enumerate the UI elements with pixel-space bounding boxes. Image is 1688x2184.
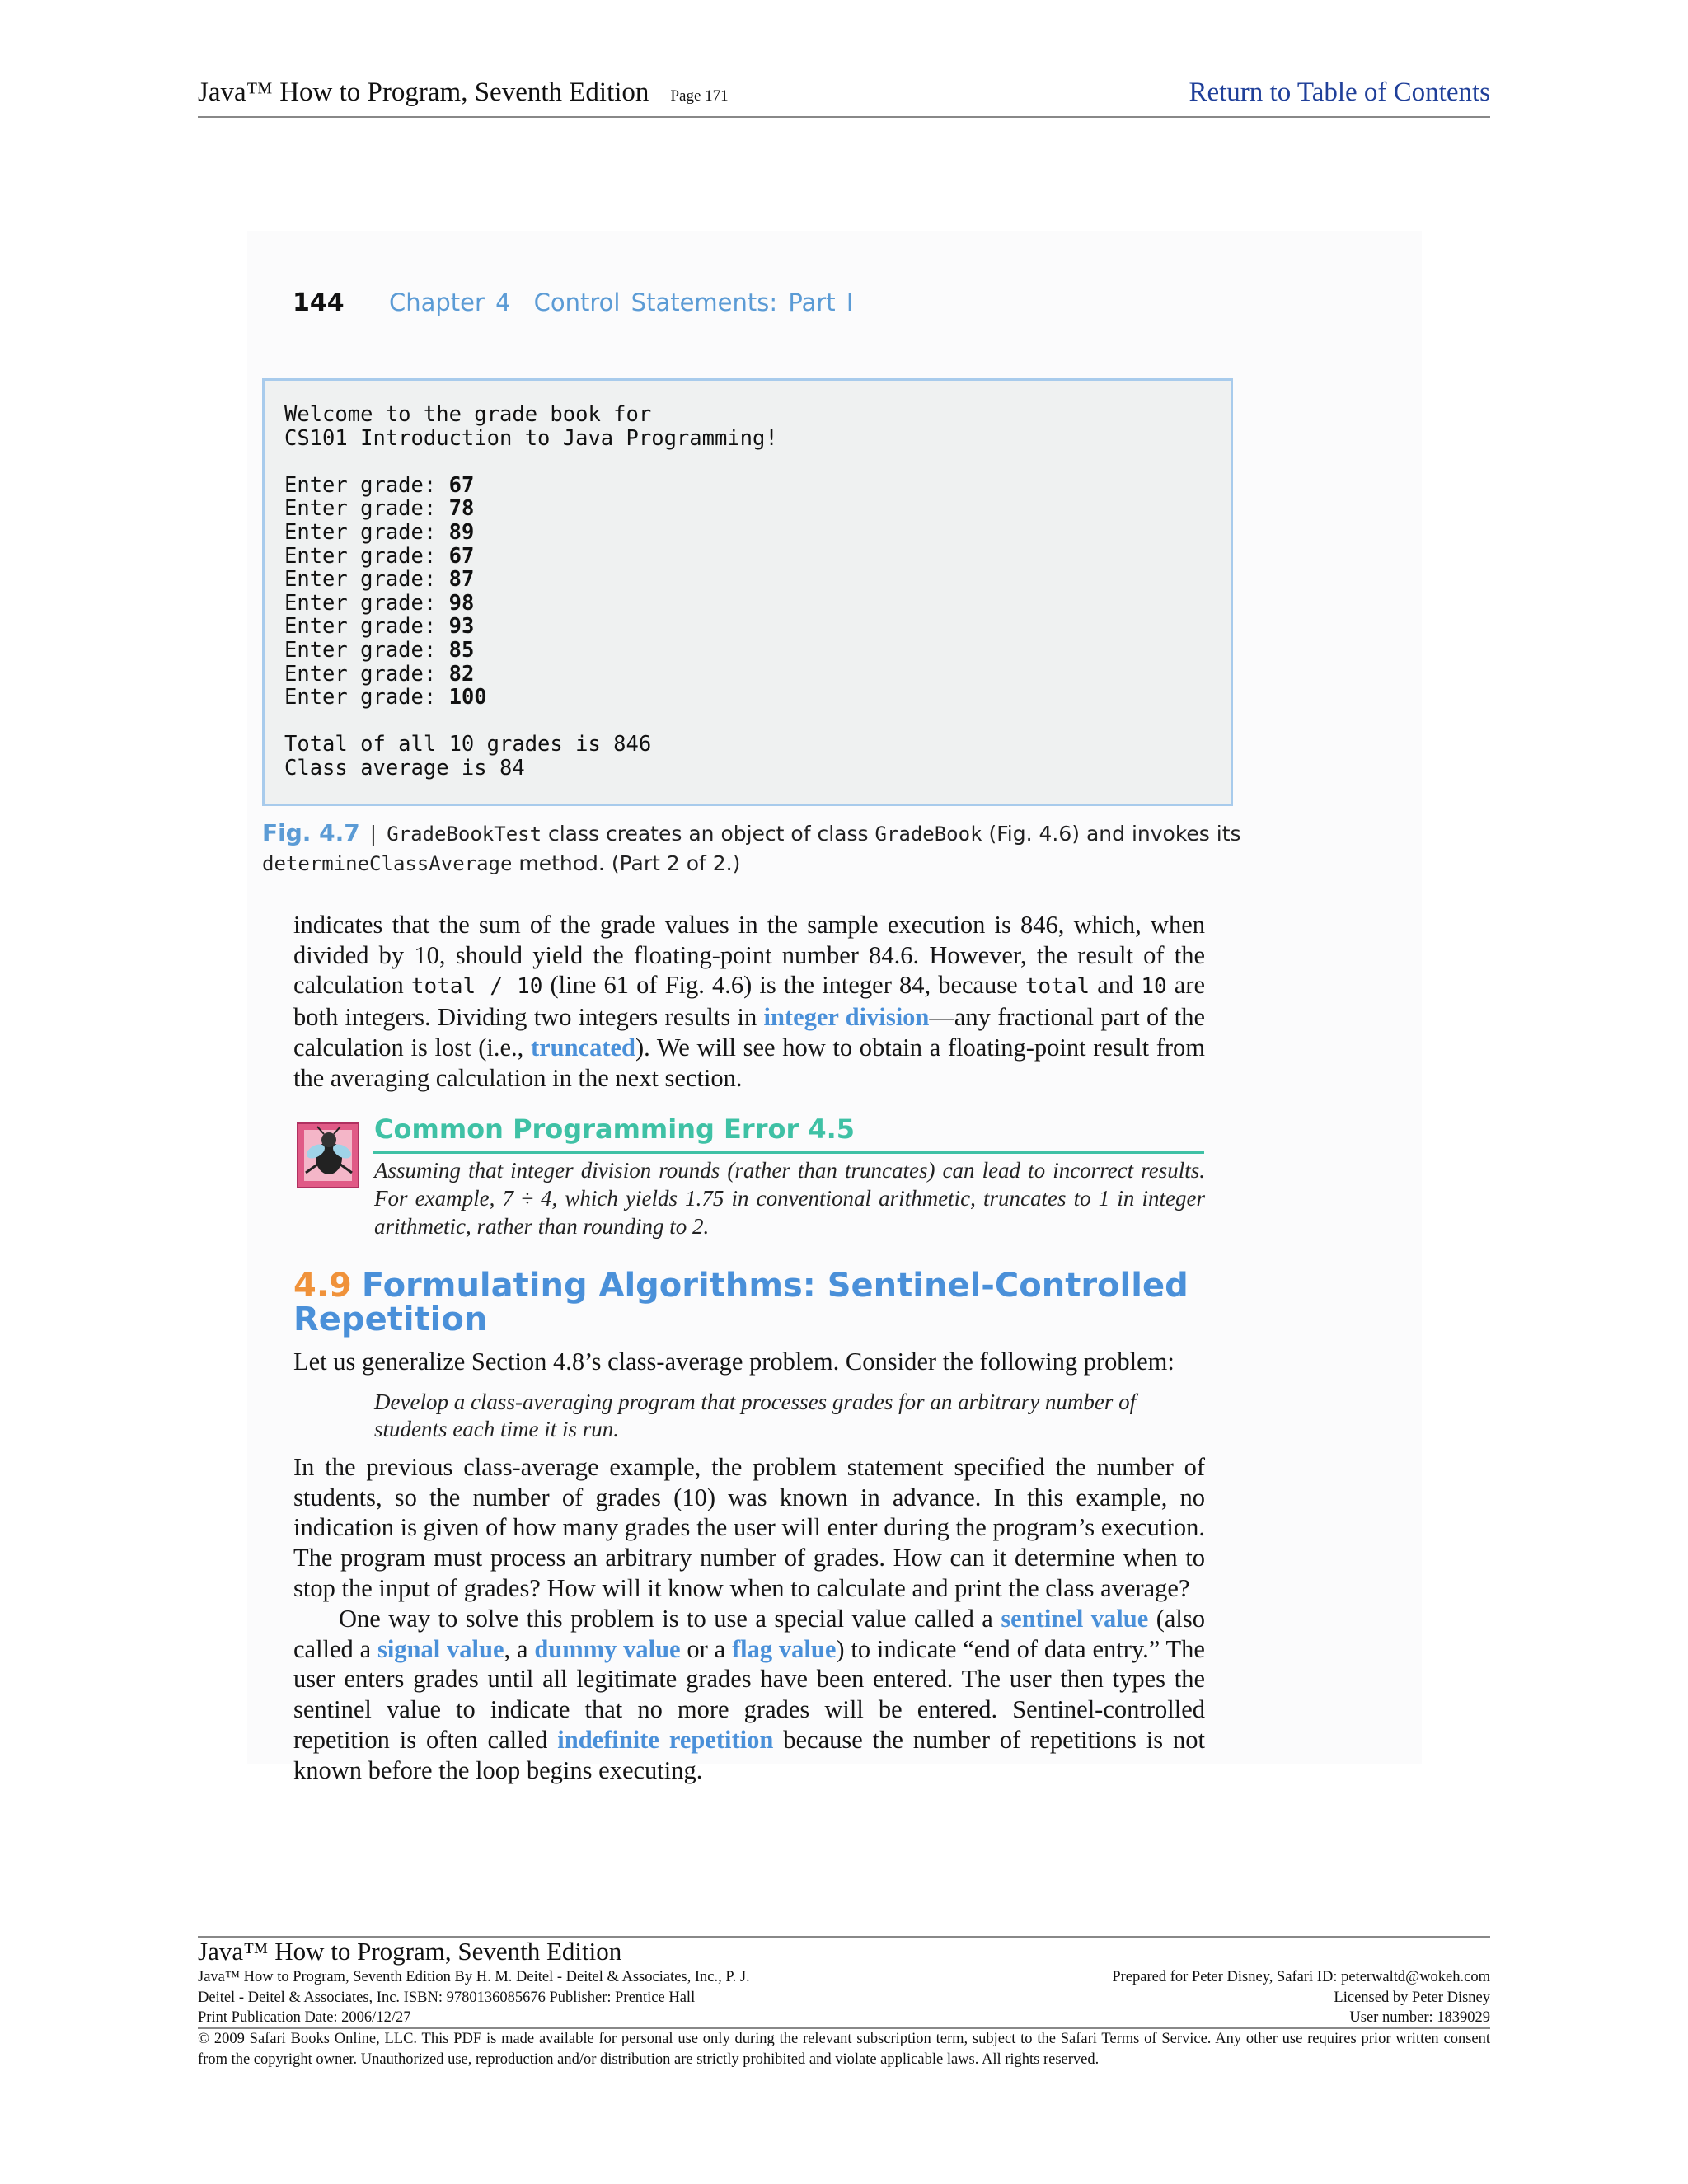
grade-prompt: Enter grade: xyxy=(284,685,449,710)
running-head-title: Control Statements: Part I xyxy=(533,288,854,316)
section-number: 4.9 xyxy=(293,1267,352,1305)
key-term: indefinite repetition xyxy=(557,1725,774,1754)
caption-class-gradebooktest: GradeBookTest xyxy=(387,823,542,846)
grade-prompt: Enter grade: xyxy=(284,567,449,593)
grade-prompt: Enter grade: xyxy=(284,661,449,687)
page-number: 144 xyxy=(293,288,345,317)
grade-prompt: Enter grade: xyxy=(284,637,449,663)
paragraph-sentinel xyxy=(293,1604,1205,1785)
footer-left-line: Deitel - Deitel & Associates, Inc. ISBN: 9780136085676 Publisher: Prentice Hall xyxy=(198,1989,696,2006)
grade-value: 85 xyxy=(448,637,475,663)
common-error-body: Assuming that integer division rounds (rather than truncates) can lead to incorrect results. For example, 7 ÷ 4, which yields 1.75 in conventional arithmetic, truncates to 1 in integer arithmetic, rather than rounding to 2. xyxy=(374,1158,1205,1239)
output-total: Total of all 10 grades is 846 xyxy=(284,732,652,757)
output-welcome-2: CS101 Introduction to Java Programming! xyxy=(284,425,778,451)
output-welcome-1: Welcome to the grade book for xyxy=(284,402,652,427)
para-text: are both integers. Dividing two integers results in xyxy=(293,971,1205,1032)
para-text: ) to indicate “end of data entry.” The user enters grades until all legitimate grades have been entered. The user then types the sentinel value to indicate that no more grades will be entered. Sentinel-controlled repetition is often called xyxy=(293,1634,1205,1754)
key-term: integer division xyxy=(763,1003,930,1032)
problem-statement: Develop a class-averaging program that processes grades for an arbitrary number of students each time it is run. xyxy=(374,1390,1137,1441)
inline-code: total xyxy=(1025,974,1090,1000)
paragraph-integer-division xyxy=(293,910,1205,1093)
grade-prompt: Enter grade: xyxy=(284,519,449,545)
grade-value: 67 xyxy=(448,472,475,498)
header-book-title xyxy=(198,77,729,108)
output-average: Class average is 84 xyxy=(284,755,525,780)
grade-prompt: Enter grade: xyxy=(284,614,449,640)
header-divider xyxy=(198,116,1490,118)
grade-value: 67 xyxy=(448,543,475,569)
grade-value: 87 xyxy=(448,567,475,593)
caption-separator: | xyxy=(369,822,377,846)
footer-license-info xyxy=(1112,1967,1490,2028)
figure-caption xyxy=(262,818,1251,879)
grade-value: 89 xyxy=(448,519,475,545)
para-text: —any fractional part of the calculation is lost (i.e., xyxy=(293,1003,1205,1062)
common-error-divider xyxy=(373,1151,1204,1154)
footer-copyright: © 2009 Safari Books Online, LLC. This PDF is made available for personal use only during the relevant subscription term, subject to the Safari Terms of Service. Any other use requires prior written consent from the copyright owner. Unauthorized use, reproduction and/or distribution are strictly prohibited and violate applicable laws. All rights reserved. xyxy=(198,2031,1490,2068)
bug-icon xyxy=(296,1122,362,1191)
para-text: (also called a xyxy=(293,1605,1205,1663)
figure-label: Fig. 4.7 xyxy=(262,819,360,846)
header-page-label: Page 171 xyxy=(670,87,729,105)
para-text: because the number of repetitions is not known before the loop begins executing. xyxy=(293,1725,1206,1784)
grade-value: 98 xyxy=(448,590,475,616)
footer-publication-info xyxy=(198,1967,750,2028)
key-term: truncated xyxy=(530,1033,636,1062)
inline-code: total / 10 xyxy=(410,974,543,1000)
caption-text: (Fig. 4.6) and invokes its xyxy=(982,822,1241,846)
key-term: signal value xyxy=(377,1634,504,1663)
para-text: (line 61 of Fig. 4.6) is the integer 84, because xyxy=(542,971,1025,1000)
paragraph-previous-example: In the previous class-average example, the problem statement specified the number of students, so the number of grades (10) was known in advance. In this example, no indication is given of how many grades the user will enter during the program’s execution. The program must process an arbitrary number of grades. How can it determine when to stop the input of grades? How will it know when to calculate and print the class average? xyxy=(293,1453,1205,1602)
section-title: Formulating Algorithms: Sentinel-Controlled Repetition xyxy=(293,1267,1189,1338)
footer-left-line: Java™ How to Program, Seventh Edition By H. M. Deitel - Deitel & Associates, Inc., P. J. xyxy=(198,1969,750,1985)
toc-link[interactable]: Return to Table of Contents xyxy=(1189,77,1490,107)
grade-value: 78 xyxy=(448,496,475,522)
grade-prompt: Enter grade: xyxy=(284,496,449,522)
section-heading xyxy=(293,1269,1200,1337)
caption-text: class creates an object of class xyxy=(542,822,875,846)
grade-prompt: Enter grade: xyxy=(284,472,449,498)
running-head-chapter: Chapter 4 xyxy=(389,288,511,316)
footer-left-line: Print Publication Date: 2006/12/27 xyxy=(198,2009,411,2026)
common-error-title: Common Programming Error 4.5 xyxy=(374,1113,856,1145)
grade-prompt: Enter grade: xyxy=(284,543,449,569)
grade-value: 82 xyxy=(448,661,475,687)
key-term: sentinel value xyxy=(1001,1605,1149,1633)
para-text: One way to solve this problem is to use a special value called a xyxy=(339,1605,1001,1633)
caption-method: determineClassAverage xyxy=(262,852,513,875)
program-output xyxy=(284,403,778,780)
inline-code: 10 xyxy=(1141,974,1167,1000)
header-title-text: Java™ How to Program, Seventh Edition xyxy=(198,77,649,107)
footer-right-line: Licensed by Peter Disney xyxy=(1334,1989,1490,2006)
para-text: or a xyxy=(680,1634,732,1663)
program-output-box xyxy=(262,378,1233,806)
caption-text: method. (Part 2 of 2.) xyxy=(512,851,741,875)
para-text: and xyxy=(1090,971,1142,1000)
para-text: , a xyxy=(504,1634,535,1663)
footer-title: Java™ How to Program, Seventh Edition xyxy=(198,1937,622,1966)
running-head xyxy=(389,288,853,316)
key-term: flag value xyxy=(731,1634,837,1663)
grade-value: 100 xyxy=(448,685,487,710)
para-text: ). We will see how to obtain a floating-point result from the averaging calculation in the next section. xyxy=(293,1033,1206,1092)
grade-value: 93 xyxy=(448,614,475,640)
footer-right-line: User number: 1839029 xyxy=(1349,2009,1490,2026)
grade-prompt: Enter grade: xyxy=(284,590,449,616)
footer-right-line: Prepared for Peter Disney, Safari ID: peterwaltd@wokeh.com xyxy=(1112,1969,1490,1985)
para-text: indicates that the sum of the grade values in the sample execution is 846, which, when divided by 10, should yield the floating-point number 84.6. However, the result of the calculation xyxy=(293,911,1205,1000)
caption-class-gradebook: GradeBook xyxy=(874,823,982,846)
key-term: dummy value xyxy=(534,1634,681,1663)
paragraph-generalize: Let us generalize Section 4.8’s class-average problem. Consider the following problem: xyxy=(293,1347,1175,1376)
